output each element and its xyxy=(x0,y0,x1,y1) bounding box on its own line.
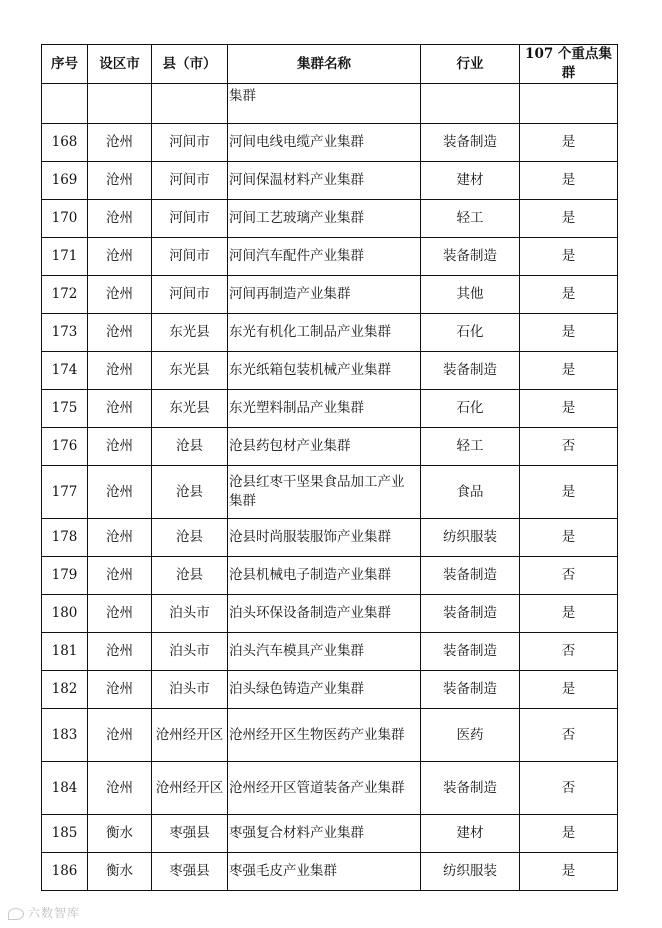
cell-index: 175 xyxy=(42,390,88,428)
cell-county: 泊头市 xyxy=(152,671,228,709)
table-row xyxy=(42,162,618,200)
cell-county: 河间市 xyxy=(152,200,228,238)
cell-city xyxy=(88,84,152,124)
cell-cluster-name: 东光纸箱包装机械产业集群 xyxy=(228,352,421,390)
cell-industry: 轻工 xyxy=(421,428,520,466)
header-industry: 行业 xyxy=(421,45,520,84)
cell-industry: 其他 xyxy=(421,276,520,314)
cell-county: 东光县 xyxy=(152,390,228,428)
table-row xyxy=(42,200,618,238)
cell-county: 河间市 xyxy=(152,124,228,162)
cell-cluster-name: 沧州经开区生物医药产业集群 xyxy=(228,709,421,762)
cell-cluster-name: 枣强复合材料产业集群 xyxy=(228,815,421,853)
cell-industry: 石化 xyxy=(421,390,520,428)
cell-key: 是 xyxy=(520,276,618,314)
cell-city: 沧州 xyxy=(88,709,152,762)
cell-index xyxy=(42,84,88,124)
cell-key: 是 xyxy=(520,815,618,853)
cell-city: 沧州 xyxy=(88,124,152,162)
cell-city: 沧州 xyxy=(88,519,152,557)
cell-key: 否 xyxy=(520,428,618,466)
table-row xyxy=(42,595,618,633)
table-row xyxy=(42,124,618,162)
cell-index: 169 xyxy=(42,162,88,200)
cell-city: 沧州 xyxy=(88,428,152,466)
cell-industry: 医药 xyxy=(421,709,520,762)
header-cluster-name: 集群名称 xyxy=(228,45,421,84)
cell-county: 沧县 xyxy=(152,428,228,466)
table-row xyxy=(42,815,618,853)
table-row xyxy=(42,238,618,276)
watermark xyxy=(8,904,80,921)
cell-city: 沧州 xyxy=(88,200,152,238)
cell-index: 184 xyxy=(42,762,88,815)
table-row xyxy=(42,276,618,314)
cell-city: 沧州 xyxy=(88,314,152,352)
cell-county: 沧州经开区 xyxy=(152,709,228,762)
cell-key: 是 xyxy=(520,314,618,352)
cell-county: 沧县 xyxy=(152,519,228,557)
cell-industry: 装备制造 xyxy=(421,762,520,815)
cell-county: 枣强县 xyxy=(152,815,228,853)
cell-index: 168 xyxy=(42,124,88,162)
cell-cluster-name: 沧州经开区管道装备产业集群 xyxy=(228,762,421,815)
cell-cluster-name: 集群 xyxy=(228,84,421,124)
cell-key: 是 xyxy=(520,671,618,709)
cell-cluster-name: 沧县机械电子制造产业集群 xyxy=(228,557,421,595)
cell-index: 177 xyxy=(42,466,88,519)
cell-index: 183 xyxy=(42,709,88,762)
cell-industry: 装备制造 xyxy=(421,671,520,709)
cell-city: 沧州 xyxy=(88,276,152,314)
header-key-cluster: 107 个重点集群 xyxy=(520,45,618,84)
cell-index: 176 xyxy=(42,428,88,466)
table-row xyxy=(42,762,618,815)
cell-cluster-name: 泊头绿色铸造产业集群 xyxy=(228,671,421,709)
cell-city: 沧州 xyxy=(88,466,152,519)
header-index: 序号 xyxy=(42,45,88,84)
cell-county: 河间市 xyxy=(152,238,228,276)
table-row xyxy=(42,633,618,671)
cell-city: 沧州 xyxy=(88,162,152,200)
cell-key: 是 xyxy=(520,853,618,891)
cell-county: 东光县 xyxy=(152,352,228,390)
table-row xyxy=(42,428,618,466)
cell-key: 否 xyxy=(520,709,618,762)
cell-county xyxy=(152,84,228,124)
cell-key: 否 xyxy=(520,633,618,671)
table-row xyxy=(42,853,618,891)
cell-index: 179 xyxy=(42,557,88,595)
table-row xyxy=(42,557,618,595)
table-row xyxy=(42,390,618,428)
table-row xyxy=(42,314,618,352)
cell-industry: 建材 xyxy=(421,815,520,853)
cell-key xyxy=(520,84,618,124)
header-county: 县（市） xyxy=(152,45,228,84)
cell-cluster-name: 东光塑料制品产业集群 xyxy=(228,390,421,428)
cell-key: 是 xyxy=(520,466,618,519)
cell-city: 沧州 xyxy=(88,352,152,390)
cell-key: 是 xyxy=(520,162,618,200)
cell-cluster-name: 河间电线电缆产业集群 xyxy=(228,124,421,162)
cell-city: 沧州 xyxy=(88,238,152,276)
cell-index: 174 xyxy=(42,352,88,390)
cell-cluster-name: 沧县时尚服装服饰产业集群 xyxy=(228,519,421,557)
cell-industry xyxy=(421,84,520,124)
cell-index: 185 xyxy=(42,815,88,853)
header-city: 设区市 xyxy=(88,45,152,84)
cell-index: 186 xyxy=(42,853,88,891)
cell-county: 东光县 xyxy=(152,314,228,352)
cell-cluster-name: 泊头环保设备制造产业集群 xyxy=(228,595,421,633)
cell-county: 沧州经开区 xyxy=(152,762,228,815)
cell-county: 河间市 xyxy=(152,276,228,314)
continuation-row xyxy=(42,84,618,124)
cell-key: 是 xyxy=(520,519,618,557)
cell-industry: 纺织服装 xyxy=(421,519,520,557)
cell-index: 171 xyxy=(42,238,88,276)
cell-city: 衡水 xyxy=(88,815,152,853)
cell-key: 否 xyxy=(520,762,618,815)
cell-county: 沧县 xyxy=(152,466,228,519)
cell-key: 否 xyxy=(520,557,618,595)
header-row xyxy=(42,45,618,84)
cell-city: 沧州 xyxy=(88,595,152,633)
cell-industry: 装备制造 xyxy=(421,595,520,633)
cell-city: 沧州 xyxy=(88,390,152,428)
cell-key: 是 xyxy=(520,124,618,162)
cell-county: 枣强县 xyxy=(152,853,228,891)
cell-cluster-name: 枣强毛皮产业集群 xyxy=(228,853,421,891)
cell-cluster-name: 沧县药包材产业集群 xyxy=(228,428,421,466)
cell-city: 沧州 xyxy=(88,671,152,709)
cell-index: 182 xyxy=(42,671,88,709)
cell-index: 180 xyxy=(42,595,88,633)
cell-city: 沧州 xyxy=(88,557,152,595)
table-row xyxy=(42,466,618,519)
table-row xyxy=(42,709,618,762)
cell-county: 泊头市 xyxy=(152,633,228,671)
cell-index: 181 xyxy=(42,633,88,671)
cell-industry: 纺织服装 xyxy=(421,853,520,891)
table-row xyxy=(42,519,618,557)
cell-index: 172 xyxy=(42,276,88,314)
cell-county: 河间市 xyxy=(152,162,228,200)
cell-industry: 食品 xyxy=(421,466,520,519)
cell-cluster-name: 泊头汽车模具产业集群 xyxy=(228,633,421,671)
cell-industry: 装备制造 xyxy=(421,124,520,162)
cell-city: 沧州 xyxy=(88,633,152,671)
cell-index: 170 xyxy=(42,200,88,238)
cluster-table xyxy=(41,44,618,891)
cell-cluster-name: 河间保温材料产业集群 xyxy=(228,162,421,200)
watermark-logo-icon xyxy=(8,908,24,920)
cell-city: 衡水 xyxy=(88,853,152,891)
cell-cluster-name: 河间汽车配件产业集群 xyxy=(228,238,421,276)
cell-cluster-name: 河间再制造产业集群 xyxy=(228,276,421,314)
cell-cluster-name: 沧县红枣干坚果食品加工产业集群 xyxy=(228,466,421,519)
cell-key: 是 xyxy=(520,390,618,428)
cell-industry: 装备制造 xyxy=(421,557,520,595)
cell-key: 是 xyxy=(520,238,618,276)
table-row xyxy=(42,352,618,390)
cell-county: 沧县 xyxy=(152,557,228,595)
table-row xyxy=(42,671,618,709)
cell-industry: 装备制造 xyxy=(421,238,520,276)
cell-cluster-name: 东光有机化工制品产业集群 xyxy=(228,314,421,352)
cell-key: 是 xyxy=(520,352,618,390)
cell-industry: 装备制造 xyxy=(421,352,520,390)
cell-index: 178 xyxy=(42,519,88,557)
cell-key: 是 xyxy=(520,595,618,633)
cell-industry: 装备制造 xyxy=(421,633,520,671)
cell-industry: 轻工 xyxy=(421,200,520,238)
table-body xyxy=(42,84,618,891)
cell-industry: 石化 xyxy=(421,314,520,352)
cell-county: 泊头市 xyxy=(152,595,228,633)
cell-key: 是 xyxy=(520,200,618,238)
cell-cluster-name: 河间工艺玻璃产业集群 xyxy=(228,200,421,238)
watermark-text: 六数智库 xyxy=(28,906,81,920)
cell-index: 173 xyxy=(42,314,88,352)
cell-industry: 建材 xyxy=(421,162,520,200)
cell-city: 沧州 xyxy=(88,762,152,815)
